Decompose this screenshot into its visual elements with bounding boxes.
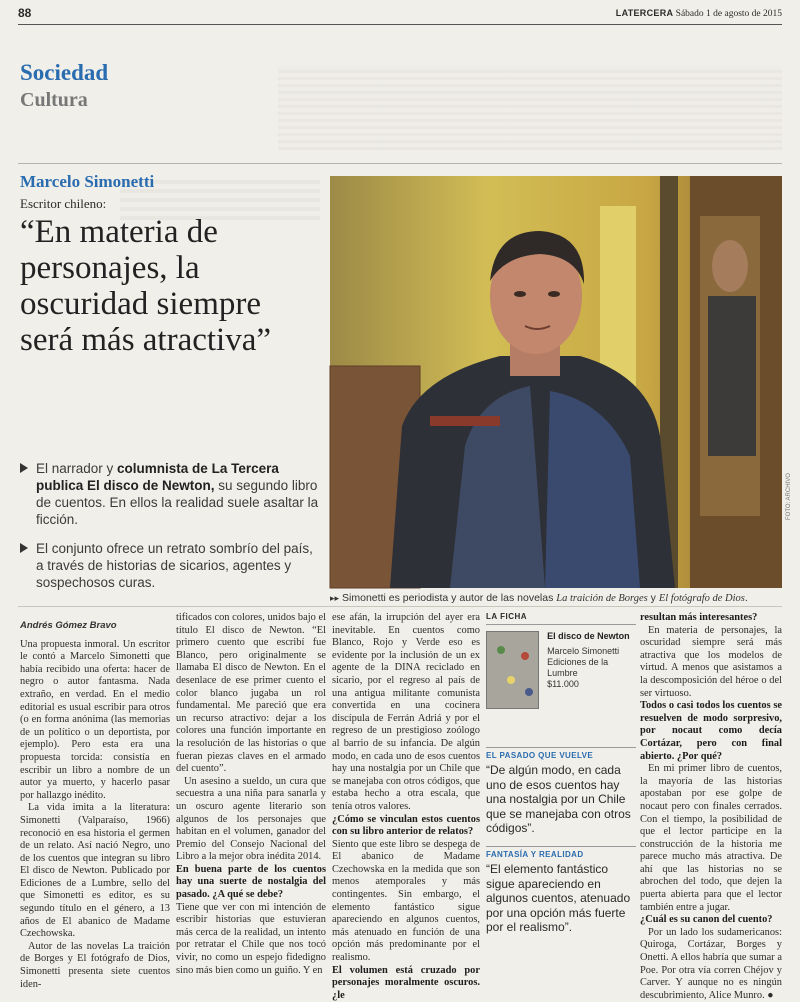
paragraph: tificados con colores, unidos bajo el título El disco de Newton. “El primero cuento que escribí fue Blanco, pero originalmente se llamaba El disco de Newton. En el desenlace de ese primer cuento el color blanco jugaba un rol fundamental. Me pareció que era un recurso atractivo: dejar a los colores una función importante en la resolución de las historias o que fueran piezas claves en el armado del cuento”.	[176, 612, 326, 775]
byline: Andrés Gómez Bravo	[20, 620, 117, 631]
interviewee-name: Marcelo Simonetti	[20, 172, 155, 191]
bullet1-text-b: columnista de La Tercera publica El disco de Newton,	[36, 461, 279, 493]
portrait-photo	[330, 176, 782, 588]
body-column-2	[176, 612, 326, 977]
page-header	[616, 8, 782, 19]
photo-credit: FOTO: ARCHIVO	[786, 473, 792, 520]
paragraph: Una propuesta inmoral. Un escritor le contó a Marcelo Simonetti que había recibido una oferta: hacer de negro o autor fantasma. Nada extraño, en verdad. En el medio editorial es usual escribir para otros (o en forma anónima (las memorias de un político o un deportista, por ejemplo). Pero esta era una propuesta torcida: consistía en escribir un libro a nombre de un autor ya muerto, y hacerlo pasar por hallazgo inédito.	[20, 638, 170, 801]
book-title: El disco de Newton	[547, 631, 630, 641]
interview-question: En buena parte de los cuentos hay una suerte de nostalgia del pasado. ¿A qué se debe?	[176, 863, 326, 901]
paragraph: La vida imita a la literatura: Simonetti (Valparaíso, 1966) reconoció en esa historia el germen de un relato. Así nació Negro, uno de los cuentos que integran su libro El disco de Newton. Publicado por Ediciones de a Lumbre, sello del que Simonetti es editor, es su segundo título en el género, a 13 años de El abanico de Madame Czechowska.	[20, 802, 170, 940]
interview-question: Todos o casi todos los cuentos se resuelven de modo sorpresivo, por nocaut como decía Cortázar, pero con final abierto. ¿Por qué?	[640, 700, 782, 762]
paragraph: En mi primer libro de cuentos, la mayoría de las historias apostaban por ese golpe de nocaut pero con finales cerrados. Con el tiempo, la posibilidad de que el lector participe en la construcción de la historia me parece mucho más atractiva. De ahí que las historias no se abrochen del todo, que dejen la puerta abierta para que el lector también entre a jugar.	[640, 763, 782, 913]
pull-quote-label: EL PASADO QUE VUELVE	[486, 747, 636, 760]
interviewee-role: Escritor chileno:	[20, 196, 107, 211]
summary-bullet-2	[20, 540, 320, 591]
triangle-bullet-icon	[20, 463, 28, 473]
book-price: $11.000	[547, 679, 579, 689]
paragraph: Autor de las novelas La traición de Borges y El fotógrafo de Dios, Simonetti presenta siete cuentos iden-	[20, 940, 170, 990]
header-rule	[18, 24, 782, 25]
issue-date: Sábado 1 de agosto de 2015	[675, 9, 782, 19]
book-details	[547, 631, 636, 709]
pull-quote-label: FANTASÍA Y REALIDAD	[486, 846, 636, 859]
paragraph: Siento que este libro se despega de El abanico de Madame Czechowska en la medida que son menos atemporales y más contingentes. Sin embargo, el elemento fantástico sigue apareciendo en algunos cuentos, más atenuado en función de una opción más predominante por el realismo.	[332, 838, 480, 964]
caption-title-2: El fotógrafo de Dios	[658, 593, 745, 604]
paragraph: En materia de personajes, la oscuridad siempre será más atractiva que los modelos de virtud. A menos que asistamos a la descomposición del héroe o del ser virtuoso.	[640, 624, 782, 699]
caption-text-e: .	[744, 592, 748, 604]
pull-quote-2	[486, 846, 636, 935]
paragraph-text: Por un lado los sudamericanos: Quiroga, Cortázar, Borges y Onetti. A ellos habría que sumar a Poe. Por otra vía corren Chéjov y Carver. Y aunque no es ningún descubrimiento, Alice Munro.	[640, 926, 782, 1001]
bullet1-text-c: su segundo libro de cuentos. En ellos la realidad suele asaltar la ficción.	[36, 478, 319, 527]
pull-quote-text: “El elemento fantástico sigue apareciendo en algunos cuentos, atenuado por una opción más fuerte por el realismo”.	[486, 862, 631, 934]
bullet1-text-a: El narrador y	[36, 461, 118, 476]
pull-quote-1	[486, 747, 636, 836]
summary-bullet-1	[20, 460, 320, 528]
book-info-label: LA FICHA	[486, 612, 636, 625]
paragraph	[640, 927, 782, 1002]
book-cover-image	[486, 631, 539, 709]
book-author: Marcelo Simonetti	[547, 646, 620, 656]
interview-question: resultan más interesantes?	[640, 612, 758, 623]
interview-question: ¿Cómo se vinculan estos cuentos con su libro anterior de relatos?	[332, 813, 480, 838]
bullet2-text: El conjunto ofrece un retrato sombrío del país, a través de historias de sicarios, agentes y sospechosos curas.	[36, 541, 313, 590]
triangle-bullet-icon	[20, 543, 28, 553]
double-arrow-icon: ▸▸	[330, 593, 340, 603]
headline: “En materia de personajes, la oscuridad siempre será más atractiva”	[20, 214, 272, 358]
section-rule	[18, 163, 782, 164]
paragraph: Tiene que ver con mi intención de escribir historias que estuvieran más cerca de la realidad, un intento por retratar el Chile que nos tocó vivir, no como un espejo fidedigno sino más bien como un guiño. Y en	[176, 901, 326, 976]
caption-rule	[18, 606, 782, 607]
section-title: Sociedad	[20, 60, 109, 85]
interview-question: ¿Cuál es su canon del cuento?	[640, 914, 773, 926]
caption-text-c: y	[647, 592, 659, 604]
book-publisher: Ediciones de la Lumbre	[547, 657, 609, 678]
end-mark-icon: ●	[767, 989, 774, 1001]
caption-title-1: La traición de Borges	[556, 593, 648, 604]
body-column-4	[640, 612, 782, 1002]
paragraph: ese afán, la irrupción del ayer era inevitable. En cuentos como Blanco, Rojo y Verde eso es evidente por la inclusión de un ex agente de la DINA reciclado en sicario, por el regreso al país de una antigua militante comunista convertida en una cocinera discípula de Ferrán Adriá y por el regreso de un prestigioso zoólogo al barrio de su infancia. De algún modo, en cada uno de esos cuentos hay una nostalgia por un Chile que se manejaba con otros códigos, que estaba hecho a otra escala, que tenía otros valores.	[332, 612, 480, 812]
interview-question: El volumen está cruzado por personajes moralmente oscuros. ¿le	[332, 964, 480, 1001]
body-column-3	[332, 612, 480, 1002]
body-column-1	[20, 620, 170, 991]
summary-bullets	[20, 460, 320, 603]
subsection-title: Cultura	[20, 89, 88, 111]
book-info-box	[486, 612, 636, 709]
pull-quote-text: “De algún modo, en cada uno de esos cuentos hay una nostalgia por un Chile que se manejaba con otros códigos”.	[486, 763, 631, 835]
photo-caption	[330, 592, 782, 604]
bleed-through-area	[278, 66, 782, 150]
page-number: 88	[18, 6, 32, 20]
caption-text-a: Simonetti es periodista y autor de las novelas	[342, 592, 557, 604]
masthead: LATERCERA	[615, 8, 674, 18]
paragraph: Un asesino a sueldo, un cura que secuestra a una niña para sanarla y un oscuro agente literario son algunos de los personajes que habitan en el volumen, ganador del Premio del Consejo Nacional del Libro a la mejor obra inédita 2014.	[176, 775, 326, 863]
